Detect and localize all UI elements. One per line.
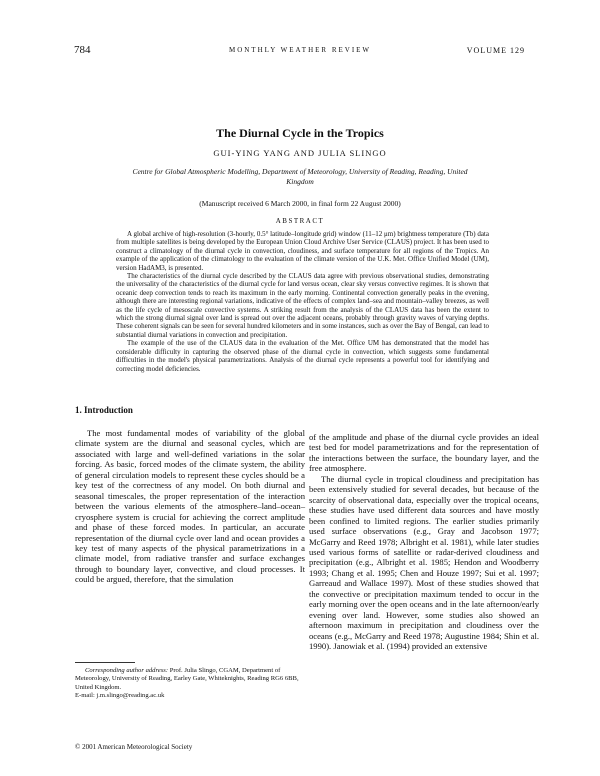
page-number: 784 — [74, 44, 91, 56]
right-column — [309, 432, 539, 652]
abstract — [116, 230, 489, 373]
journal-name: MONTHLY WEATHER REVIEW — [228, 46, 372, 54]
footnote-lead: Corresponding author address: — [85, 667, 169, 674]
manuscript-received: (Manuscript received 6 March 2000, in final form 22 August 2000) — [199, 199, 401, 208]
footnote — [75, 667, 305, 701]
abstract-heading: ABSTRACT — [275, 217, 325, 225]
authors: GUI-YING YANG AND JULIA SLINGO — [213, 148, 387, 158]
section-heading: 1. Introduction — [75, 405, 133, 415]
left-column — [75, 428, 305, 585]
footnote-email: E-mail: j.m.slingo@reading.ac.uk — [75, 692, 165, 700]
body-paragraph: of the amplitude and phase of the diurnal cycle provides an ideal test bed for model parametrizations and for the representation of the interactions between the surface, the boundary layer, and the free atmosphere. — [309, 432, 539, 474]
abstract-paragraph: A global archive of high-resolution (3-hourly, 0.5° latitude–longitude grid) window (11–12 μm) brightness temperature (Tb) data from multiple satellites is being developed by the European Union Cloud Archive User Service (CLAUS) project. It has been used to construct a climatology of the diurnal cycle in convection, cloudiness, and surface temperature for all regions of the Tropics. An example of the application of the climatology to the evaluation of the climate version of the U.K. Met. Office Unified Model (UM), version HadAM3, is presented. — [116, 230, 489, 272]
footnote-rule — [75, 662, 135, 663]
article-title: The Diurnal Cycle in the Tropics — [216, 126, 384, 140]
volume-number: VOLUME 129 — [466, 46, 525, 55]
body-paragraph: The most fundamental modes of variability of the global climate system are the diurnal and seasonal cycles, which are associated with large and well-defined variations in the solar forcing. As basic, forced modes of the climate system, the ability of general circulation models to represent these cycles should be a key test of the correctness of any model. On both diurnal and seasonal timescales, the proper representation of the interaction between the various elements of the atmosphere–land–ocean–cryosphere system is crucial for achieving the correct amplitude and phase of these forced modes. In particular, an accurate representation of the diurnal cycle over land and ocean provides a key test of many aspects of the physical parametrizations in a climate model, from radiative transfer and surface exchanges through to boundary layer, convective, and cloud processes. It could be argued, therefore, that the simulation — [75, 428, 305, 585]
affiliation: Centre for Global Atmospheric Modelling, Department of Meteorology, University of Reading, Reading, United Kingdom — [132, 167, 468, 186]
footnote-text: Prof. Julia Slingo, CGAM, Department of Meteorology, University of Reading, Earley Gate, Whiteknights, Reading RG6 6BB, United Kingdom. — [75, 667, 299, 691]
abstract-paragraph: The example of the use of the CLAUS data in the evaluation of the Met. Office UM has demonstrated that the model has considerable difficulty in capturing the observed phase of the diurnal cycle in convection, which suggests some fundamental difficulties in the model's physical parametrizations. Analysis of the diurnal cycle represents a powerful tool for identifying and correcting model deficiencies. — [116, 339, 489, 373]
copyright: © 2001 American Meteorological Society — [75, 743, 193, 751]
body-paragraph: The diurnal cycle in tropical cloudiness and precipitation has been extensively studied for several decades, but because of the scarcity of observational data, especially over the tropical oceans, these studies have used different data sources and have mostly been confined to limited regions. The earlier studies primarily used surface observations (e.g., Gray and Jacobson 1977; McGarry and Reed 1978; Albright et al. 1981), while later studies used various forms of satellite or radar-derived cloudiness and precipitation (e.g., Albright et al. 1985; Hendon and Woodberry 1993; Chang et al. 1995; Chen and Houze 1997; Sui et al. 1997; Garreaud and Wallace 1997). Most of these studies showed that the convective or precipitation maximum tended to occur in the early morning over the open oceans and in the late afternoon/early evening over land. However, some studies also showed an afternoon maximum in precipitation and cloudiness over the oceans (e.g., McGarry and Reed 1978; Augustine 1984; Shin et al. 1990). Janowiak et al. (1994) provided an extensive — [309, 473, 539, 652]
abstract-paragraph: The characteristics of the diurnal cycle described by the CLAUS data agree with previous observational studies, demonstrating the universality of the characteristics of the diurnal cycle for land versus ocean, clear sky versus convective regimes. It is shown that oceanic deep convection tends to reach its maximum in the early morning. Continental convection generally peaks in the evening, although there are interesting regional variations, indicative of the effects of complex land–sea and mountain–valley breezes, as well as the life cycle of mesoscale convective systems. A striking result from the analysis of the CLAUS data has been the extent to which the strong diurnal signal over land is spread out over the adjacent oceans, probably through gravity waves of varying depths. These coherent signals can be seen for several hundred kilometers and in some instances, such as over the Bay of Bengal, can lead to substantial diurnal variations in convection and precipitation. — [116, 272, 489, 339]
